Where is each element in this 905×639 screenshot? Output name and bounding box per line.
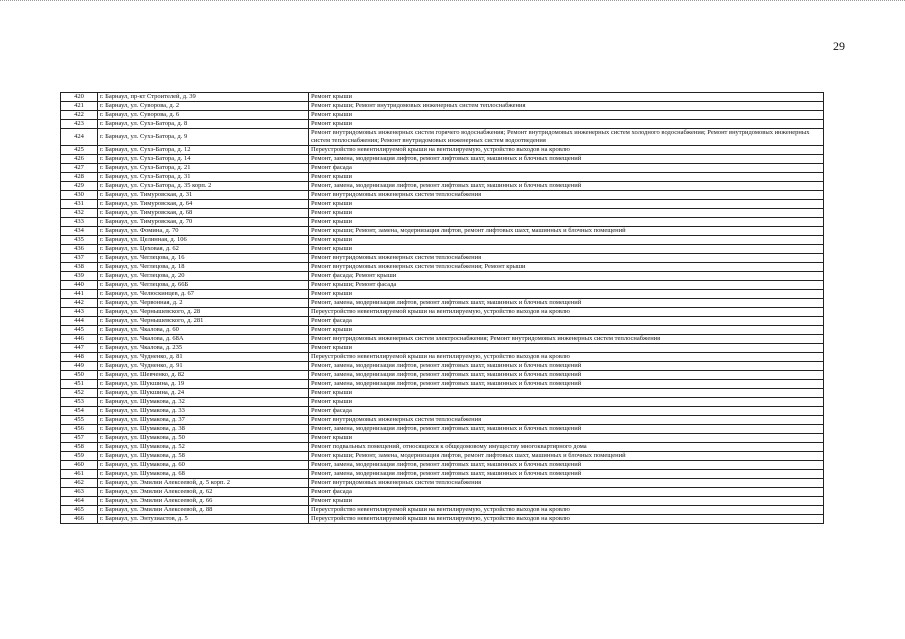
row-work-type: Ремонт, замена, модернизация лифтов, ремонт лифтовых шахт, машинных и блочных помещений	[309, 461, 824, 470]
row-number: 432	[61, 209, 98, 218]
row-work-type: Ремонт крыши	[309, 398, 824, 407]
row-address: г. Барнаул, ул. Эмилии Алексеевой, д. 66	[98, 497, 309, 506]
row-work-type: Ремонт крыши	[309, 290, 824, 299]
row-work-type: Ремонт крыши	[309, 389, 824, 398]
row-number: 438	[61, 263, 98, 272]
table-row	[61, 317, 824, 326]
row-address: г. Барнаул, ул. Чудненко, д. 81	[98, 353, 309, 362]
row-number: 425	[61, 146, 98, 155]
row-address: г. Барнаул, ул. Шумакова, д. 60	[98, 461, 309, 470]
row-number: 452	[61, 389, 98, 398]
row-number: 429	[61, 182, 98, 191]
row-address: г. Барнаул, ул. Сухэ-Батора, д. 8	[98, 120, 309, 129]
row-work-type: Ремонт крыши	[309, 209, 824, 218]
row-work-type: Переустройство невентилируемой крыши на вентилируемую, устройство выходов на кровлю	[309, 515, 824, 524]
row-number: 430	[61, 191, 98, 200]
row-work-type: Ремонт, замена, модернизация лифтов, ремонт лифтовых шахт, машинных и блочных помещений	[309, 362, 824, 371]
table-row	[61, 102, 824, 111]
row-number: 427	[61, 164, 98, 173]
row-address: г. Барнаул, ул. Чкалова, д. 235	[98, 344, 309, 353]
row-work-type: Ремонт внутридомовых инженерных систем теплоснабжения; Ремонт крыши	[309, 263, 824, 272]
row-number: 435	[61, 236, 98, 245]
table-row	[61, 129, 824, 146]
row-address: г. Барнаул, ул. Чудненко, д. 91	[98, 362, 309, 371]
row-number: 420	[61, 93, 98, 102]
row-address: г. Барнаул, ул. Сухэ-Батора, д. 21	[98, 164, 309, 173]
row-number: 433	[61, 218, 98, 227]
row-number: 447	[61, 344, 98, 353]
table-row	[61, 191, 824, 200]
row-number: 466	[61, 515, 98, 524]
table-row	[61, 506, 824, 515]
table-row	[61, 434, 824, 443]
row-work-type: Ремонт крыши	[309, 173, 824, 182]
row-number: 424	[61, 129, 98, 146]
row-address: г. Барнаул, ул. Сухэ-Батора, д. 12	[98, 146, 309, 155]
table-row	[61, 488, 824, 497]
row-work-type: Ремонт фасада; Ремонт крыши	[309, 272, 824, 281]
table-row	[61, 290, 824, 299]
row-address: г. Барнаул, ул. Чеглецова, д. 66Б	[98, 281, 309, 290]
row-number: 448	[61, 353, 98, 362]
row-work-type: Ремонт фасада	[309, 407, 824, 416]
table-row	[61, 245, 824, 254]
row-number: 440	[61, 281, 98, 290]
row-address: г. Барнаул, ул. Шумакова, д. 52	[98, 443, 309, 452]
row-address: г. Барнаул, ул. Червонная, д. 2	[98, 299, 309, 308]
table-row	[61, 470, 824, 479]
row-address: г. Барнаул, ул. Суворова, д. 2	[98, 102, 309, 111]
row-address: г. Барнаул, ул. Шукшина, д. 19	[98, 380, 309, 389]
row-number: 462	[61, 479, 98, 488]
table-row	[61, 182, 824, 191]
row-number: 455	[61, 416, 98, 425]
table-row	[61, 479, 824, 488]
row-address: г. Барнаул, ул. Шумакова, д. 38	[98, 425, 309, 434]
row-number: 459	[61, 452, 98, 461]
row-work-type: Переустройство невентилируемой крыши на вентилируемую, устройство выходов на кровлю	[309, 146, 824, 155]
row-address: г. Барнаул, ул. Эмилии Алексеевой, д. 88	[98, 506, 309, 515]
table-row	[61, 263, 824, 272]
table-row	[61, 272, 824, 281]
table-row	[61, 308, 824, 317]
row-work-type: Ремонт фасада	[309, 164, 824, 173]
row-address: г. Барнаул, ул. Суворова, д. 6	[98, 111, 309, 120]
row-address: г. Барнаул, ул. Тимуровская, д. 64	[98, 200, 309, 209]
row-number: 439	[61, 272, 98, 281]
row-work-type: Ремонт внутридомовых инженерных систем теплоснабжения	[309, 191, 824, 200]
row-address: г. Барнаул, ул. Шумакова, д. 50	[98, 434, 309, 443]
row-work-type: Ремонт, замена, модернизация лифтов, ремонт лифтовых шахт, машинных и блочных помещений	[309, 155, 824, 164]
table-row	[61, 362, 824, 371]
row-work-type: Ремонт внутридомовых инженерных систем электроснабжения; Ремонт внутридомовых инженерных систем теплоснабжения	[309, 335, 824, 344]
row-address: г. Барнаул, ул. Чернышевского, д. 28	[98, 308, 309, 317]
table-row	[61, 398, 824, 407]
table-row	[61, 344, 824, 353]
row-address: г. Барнаул, ул. Чеглецова, д. 20	[98, 272, 309, 281]
row-number: 423	[61, 120, 98, 129]
row-work-type: Ремонт внутридомовых инженерных систем теплоснабжения	[309, 254, 824, 263]
row-work-type: Ремонт, замена, модернизация лифтов, ремонт лифтовых шахт, машинных и блочных помещений	[309, 470, 824, 479]
row-number: 441	[61, 290, 98, 299]
row-address: г. Барнаул, ул. Шукшина, д. 24	[98, 389, 309, 398]
row-address: г. Барнаул, ул. Эмилии Алексеевой, д. 62	[98, 488, 309, 497]
row-address: г. Барнаул, ул. Чернышевского, д. 281	[98, 317, 309, 326]
row-address: г. Барнаул, ул. Челюскинцев, д. 67	[98, 290, 309, 299]
row-number: 422	[61, 111, 98, 120]
table-row	[61, 353, 824, 362]
row-work-type: Ремонт крыши; Ремонт, замена, модернизация лифтов, ремонт лифтовых шахт, машинных и блочных помещений	[309, 452, 824, 461]
row-work-type: Ремонт крыши	[309, 200, 824, 209]
table-row	[61, 497, 824, 506]
row-work-type: Ремонт крыши	[309, 497, 824, 506]
row-address: г. Барнаул, ул. Цеховая, д. 62	[98, 245, 309, 254]
row-number: 454	[61, 407, 98, 416]
row-address: г. Барнаул, ул. Чкалова, д. 60	[98, 326, 309, 335]
table-row	[61, 254, 824, 263]
table-row	[61, 281, 824, 290]
row-work-type: Ремонт крыши	[309, 236, 824, 245]
row-work-type: Ремонт крыши	[309, 344, 824, 353]
table-row	[61, 335, 824, 344]
table-row	[61, 452, 824, 461]
table-row	[61, 326, 824, 335]
table-row	[61, 407, 824, 416]
row-number: 446	[61, 335, 98, 344]
row-address: г. Барнаул, ул. Чеглецова, д. 16	[98, 254, 309, 263]
table-row	[61, 389, 824, 398]
row-number: 464	[61, 497, 98, 506]
row-work-type: Ремонт крыши	[309, 326, 824, 335]
row-work-type: Ремонт внутридомовых инженерных систем горячего водоснабжения; Ремонт внутридомовых инженерных систем холодного водоснабжения; Ремонт внутридомовых инженерных систем теплоснабжения; Ремонт внутридомовых инженерных систем водоотведения	[309, 129, 824, 146]
row-work-type: Ремонт крыши	[309, 120, 824, 129]
table-row	[61, 93, 824, 102]
row-address: г. Барнаул, ул. Чеглецова, д. 18	[98, 263, 309, 272]
row-number: 457	[61, 434, 98, 443]
row-number: 461	[61, 470, 98, 479]
row-number: 443	[61, 308, 98, 317]
repair-register-table	[60, 92, 824, 524]
row-number: 450	[61, 371, 98, 380]
row-work-type: Ремонт крыши	[309, 434, 824, 443]
row-number: 437	[61, 254, 98, 263]
row-number: 431	[61, 200, 98, 209]
row-address: г. Барнаул, ул. Шумакова, д. 37	[98, 416, 309, 425]
row-number: 456	[61, 425, 98, 434]
row-address: г. Барнаул, ул. Чкалова, д. 68А	[98, 335, 309, 344]
row-work-type: Ремонт крыши; Ремонт, замена, модернизация лифтов, ремонт лифтовых шахт, машинных и блочных помещений	[309, 227, 824, 236]
table-row	[61, 416, 824, 425]
row-work-type: Ремонт внутридомовых инженерных систем теплоснабжения	[309, 479, 824, 488]
row-number: 458	[61, 443, 98, 452]
row-number: 428	[61, 173, 98, 182]
table-body	[61, 93, 824, 524]
table-row	[61, 515, 824, 524]
row-work-type: Ремонт крыши	[309, 218, 824, 227]
row-address: г. Барнаул, ул. Эмилии Алексеевой, д. 5 корп. 2	[98, 479, 309, 488]
row-number: 434	[61, 227, 98, 236]
table-row	[61, 299, 824, 308]
row-address: г. Барнаул, ул. Энтузиастов, д. 5	[98, 515, 309, 524]
table-row	[61, 155, 824, 164]
row-address: г. Барнаул, пр-кт Строителей, д. 39	[98, 93, 309, 102]
row-number: 436	[61, 245, 98, 254]
row-number: 453	[61, 398, 98, 407]
row-address: г. Барнаул, ул. Тимуровская, д. 31	[98, 191, 309, 200]
row-address: г. Барнаул, ул. Тимуровская, д. 70	[98, 218, 309, 227]
table-row	[61, 173, 824, 182]
table-row	[61, 227, 824, 236]
row-address: г. Барнаул, ул. Тимуровская, д. 68	[98, 209, 309, 218]
row-work-type: Ремонт подвальных помещений, относящихся к общедомовому имуществу многоквартирного дома	[309, 443, 824, 452]
row-work-type: Ремонт, замена, модернизация лифтов, ремонт лифтовых шахт, машинных и блочных помещений	[309, 371, 824, 380]
table-row	[61, 146, 824, 155]
row-number: 463	[61, 488, 98, 497]
row-number: 444	[61, 317, 98, 326]
table-row	[61, 443, 824, 452]
row-number: 426	[61, 155, 98, 164]
row-number: 445	[61, 326, 98, 335]
row-work-type: Ремонт крыши	[309, 245, 824, 254]
row-address: г. Барнаул, ул. Сухэ-Батора, д. 35 корп. 2	[98, 182, 309, 191]
page-number: 29	[833, 39, 845, 53]
row-work-type: Ремонт фасада	[309, 488, 824, 497]
table-row	[61, 200, 824, 209]
row-number: 449	[61, 362, 98, 371]
row-work-type: Ремонт крыши; Ремонт внутридомовых инженерных систем теплоснабжения	[309, 102, 824, 111]
row-address: г. Барнаул, ул. Сухэ-Батора, д. 14	[98, 155, 309, 164]
row-number: 421	[61, 102, 98, 111]
scan-edge	[0, 0, 905, 3]
row-work-type: Ремонт внутридомовых инженерных систем теплоснабжения	[309, 416, 824, 425]
row-work-type: Переустройство невентилируемой крыши на вентилируемую, устройство выходов на кровлю	[309, 308, 824, 317]
row-work-type: Ремонт, замена, модернизация лифтов, ремонт лифтовых шахт, машинных и блочных помещений	[309, 182, 824, 191]
row-work-type: Ремонт крыши; Ремонт фасада	[309, 281, 824, 290]
row-work-type: Ремонт, замена, модернизация лифтов, ремонт лифтовых шахт, машинных и блочных помещений	[309, 380, 824, 389]
table-row	[61, 209, 824, 218]
row-work-type: Переустройство невентилируемой крыши на вентилируемую, устройство выходов на кровлю	[309, 506, 824, 515]
table-row	[61, 371, 824, 380]
row-work-type: Ремонт, замена, модернизация лифтов, ремонт лифтовых шахт, машинных и блочных помещений	[309, 425, 824, 434]
row-number: 451	[61, 380, 98, 389]
table-row	[61, 111, 824, 120]
row-work-type: Ремонт крыши	[309, 111, 824, 120]
row-number: 465	[61, 506, 98, 515]
row-address: г. Барнаул, ул. Сухэ-Батора, д. 31	[98, 173, 309, 182]
row-work-type: Ремонт, замена, модернизация лифтов, ремонт лифтовых шахт, машинных и блочных помещений	[309, 299, 824, 308]
row-address: г. Барнаул, ул. Шумакова, д. 68	[98, 470, 309, 479]
row-address: г. Барнаул, ул. Шумакова, д. 58	[98, 452, 309, 461]
table-row	[61, 164, 824, 173]
row-address: г. Барнаул, ул. Шумакова, д. 32	[98, 398, 309, 407]
row-address: г. Барнаул, ул. Шумакова, д. 33	[98, 407, 309, 416]
row-number: 442	[61, 299, 98, 308]
row-address: г. Барнаул, ул. Сухэ-Батора, д. 9	[98, 129, 309, 146]
row-work-type: Ремонт крыши	[309, 93, 824, 102]
table-row	[61, 236, 824, 245]
row-address: г. Барнаул, ул. Шевченко, д. 82	[98, 371, 309, 380]
row-address: г. Барнаул, ул. Фомина, д. 70	[98, 227, 309, 236]
table-row	[61, 461, 824, 470]
table-row	[61, 425, 824, 434]
table-row	[61, 218, 824, 227]
table-row	[61, 120, 824, 129]
row-work-type: Ремонт фасада	[309, 317, 824, 326]
row-address: г. Барнаул, ул. Целинная, д. 106	[98, 236, 309, 245]
row-work-type: Переустройство невентилируемой крыши на вентилируемую, устройство выходов на кровлю	[309, 353, 824, 362]
table-row	[61, 380, 824, 389]
row-number: 460	[61, 461, 98, 470]
